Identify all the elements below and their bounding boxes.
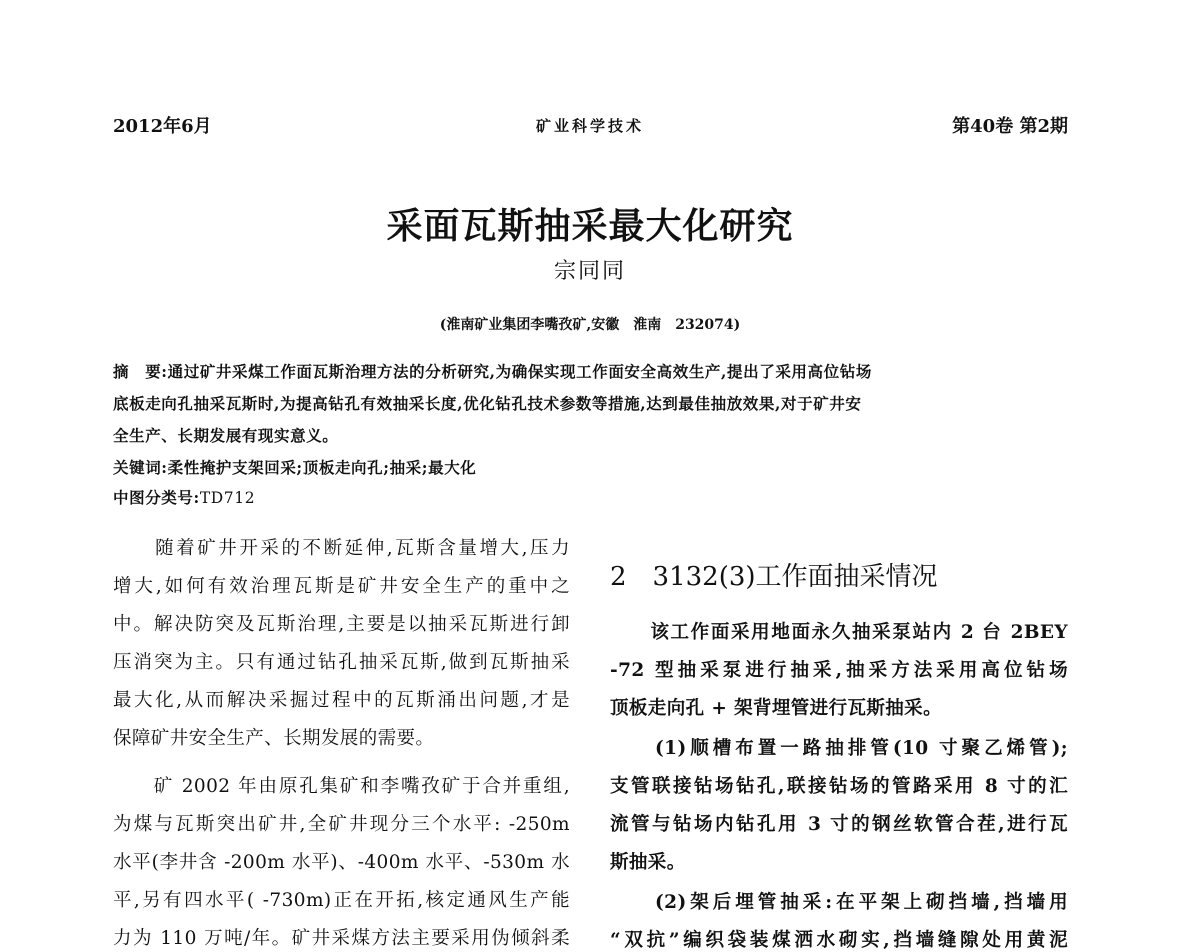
affiliation: (淮南矿业集团李嘴孜矿,安徽 淮南 232074) [439, 317, 741, 333]
body-text-line: 顶板走向孔 + 架背埋管进行瓦斯抽采。 [610, 698, 942, 719]
header-date: 2012年6月 [113, 116, 212, 137]
body-text-line: 力为 110 万吨/年。矿井采煤方法主要采用伪倾斜柔 [113, 928, 570, 949]
classification-text: TD712 [199, 489, 256, 507]
body-text-line: 增大,如何有效治理瓦斯是矿井安全生产的重中之 [113, 576, 570, 597]
body-text-line: “双抗”编织袋装煤洒水砌实,挡墙缝隙处用黄泥 [610, 930, 1068, 951]
body-text-line: 水平(李井含 -200m 水平)、-400m 水平、-530m 水 [113, 852, 570, 873]
body-text-line: 支管联接钻场钻孔,联接钻场的管路采用 8 寸的汇 [610, 776, 1068, 797]
body-text-line: 流管与钻场内钻孔用 3 寸的钢丝软管合茬,进行瓦 [610, 814, 1068, 835]
abstract-line [113, 360, 872, 382]
classification-label: 中图分类号: [113, 488, 200, 507]
keywords [113, 456, 476, 478]
abstract-text: 通过矿井采煤工作面瓦斯治理方法的分析研究,为确保实现工作面安全高效生产,提出了采用高位钻场 [167, 362, 872, 381]
body-text-line: 中。解决防突及瓦斯治理,主要是以抽采瓦斯进行卸 [113, 614, 570, 635]
paper-title: 采面瓦斯抽采最大化研究 [386, 205, 794, 247]
classification [113, 486, 255, 508]
keywords-text: 柔性掩护支架回采;顶板走向孔;抽采;最大化 [167, 458, 477, 477]
body-text-line: 平,另有四水平( -730m)正在开拓,核定通风生产能 [113, 890, 570, 911]
header-issue: 第40卷 第2期 [952, 116, 1068, 137]
author: 宗同同 [553, 259, 626, 284]
abstract-label: 摘 要: [113, 362, 168, 381]
body-text-line: 最大化,从而解决采掘过程中的瓦斯涌出问题,才是 [113, 690, 570, 711]
abstract-line: 全生产、长期发展有现实意义。 [113, 426, 339, 445]
body-text-line: 为煤与瓦斯突出矿井,全矿井现分三个水平: -250m [113, 814, 570, 835]
body-text-line: 该工作面采用地面永久抽采泵站内 2 台 2BEY [610, 622, 1068, 643]
body-text-line: 压消突为主。只有通过钻孔抽采瓦斯,做到瓦斯抽采 [113, 652, 570, 673]
keywords-label: 关键词: [113, 458, 168, 477]
body-text-line: (2)架后埋管抽采:在平架上砌挡墙,挡墙用 [610, 892, 1068, 913]
section-heading: 2 3132(3)工作面抽采情况 [610, 562, 938, 592]
body-text-line: (1)顺槽布置一路抽排管(10 寸聚乙烯管); [610, 738, 1068, 759]
body-text-line: -72 型抽采泵进行抽采,抽采方法采用高位钻场 [610, 660, 1068, 681]
header-journal: 矿业科学技术 [535, 117, 644, 135]
body-text-line: 保障矿井安全生产、长期发展的需要。 [113, 728, 435, 749]
body-text-line: 矿 2002 年由原孔集矿和李嘴孜矿于合并重组, [113, 776, 570, 797]
abstract-line: 底板走向孔抽采瓦斯时,为提高钻孔有效抽采长度,优化钻孔技术参数等措施,达到最佳抽放效果,对于矿井安 [113, 394, 862, 413]
body-text-line: 斯抽采。 [610, 852, 686, 873]
body-text-line: 随着矿井开采的不断延伸,瓦斯含量增大,压力 [113, 538, 570, 559]
